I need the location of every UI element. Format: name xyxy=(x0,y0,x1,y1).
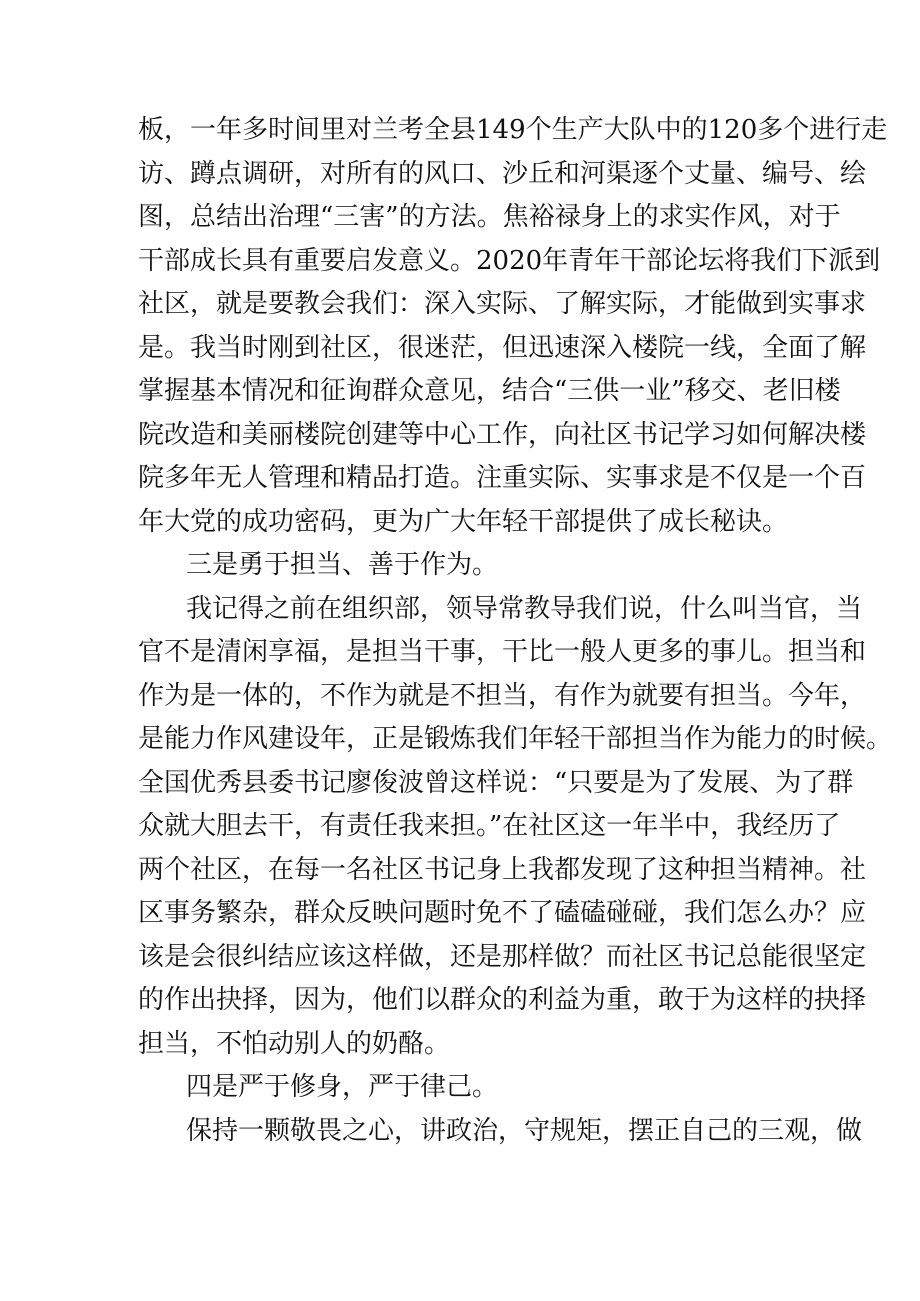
text-line: 四是严于修身，严于律己。 xyxy=(186,1072,499,1102)
text-line: 年大党的成功密码，更为广大年轻干部提供了成长秘诀。 xyxy=(138,507,789,537)
text-line: 官不是清闲享福，是担当干事，干比一般人更多的事儿。担当和 xyxy=(138,637,867,667)
text-line: 两个社区，在每一名社区书记身上我都发现了这种担当精神。社 xyxy=(138,855,867,885)
text-line: 保持一颗敬畏之心，讲政治，守规矩，摆正自己的三观，做 xyxy=(186,1116,863,1146)
text-line: 我记得之前在组织部，领导常教导我们说，什么叫当官，当 xyxy=(186,594,863,624)
text-line: 社区，就是要教会我们：深入实际、了解实际，才能做到实事求 xyxy=(138,289,867,319)
text-line: 三是勇于担当、善于作为。 xyxy=(186,550,499,580)
text-line: 干部成长具有重要启发意义。2020年青年干部论坛将我们下派到 xyxy=(138,246,881,276)
text-line: 全国优秀县委书记廖俊波曾这样说：“只要是为了发展、为了群 xyxy=(138,768,854,798)
text-line: 担当，不怕动别人的奶酪。 xyxy=(138,1029,451,1059)
text-line: 区事务繁杂，群众反映问题时免不了磕磕碰碰，我们怎么办？应 xyxy=(138,898,867,928)
text-line: 访、蹲点调研，对所有的风口、沙丘和河渠逐个丈量、编号、绘 xyxy=(138,159,867,189)
text-line: 作为是一体的，不作为就是不担当，有作为就要有担当。今年， xyxy=(138,681,867,711)
text-line: 图，总结出治理“三害”的方法。焦裕禄身上的求实作风，对于 xyxy=(138,202,841,232)
text-line: 是能力作风建设年，正是锻炼我们年轻干部担当作为能力的时候。 xyxy=(138,724,893,754)
text-line: 的作出抉择，因为，他们以群众的利益为重，敢于为这样的抉择 xyxy=(138,985,867,1015)
text-line: 板，一年多时间里对兰考全县149个生产大队中的120多个进行走 xyxy=(138,115,888,145)
text-line: 院多年无人管理和精品打造。注重实际、实事求是不仅是一个百 xyxy=(138,463,867,493)
text-line: 掌握基本情况和征询群众意见，结合“三供一业”移交、老旧楼 xyxy=(138,376,841,406)
text-line: 院改造和美丽楼院创建等中心工作，向社区书记学习如何解决楼 xyxy=(138,420,867,450)
text-line: 是。我当时刚到社区，很迷茫，但迅速深入楼院一线，全面了解 xyxy=(138,333,867,363)
text-line: 众就大胆去干，有责任我来担。”在社区这一年半中，我经历了 xyxy=(138,811,841,841)
text-line: 该是会很纠结应该这样做，还是那样做？而社区书记总能很坚定 xyxy=(138,942,867,972)
